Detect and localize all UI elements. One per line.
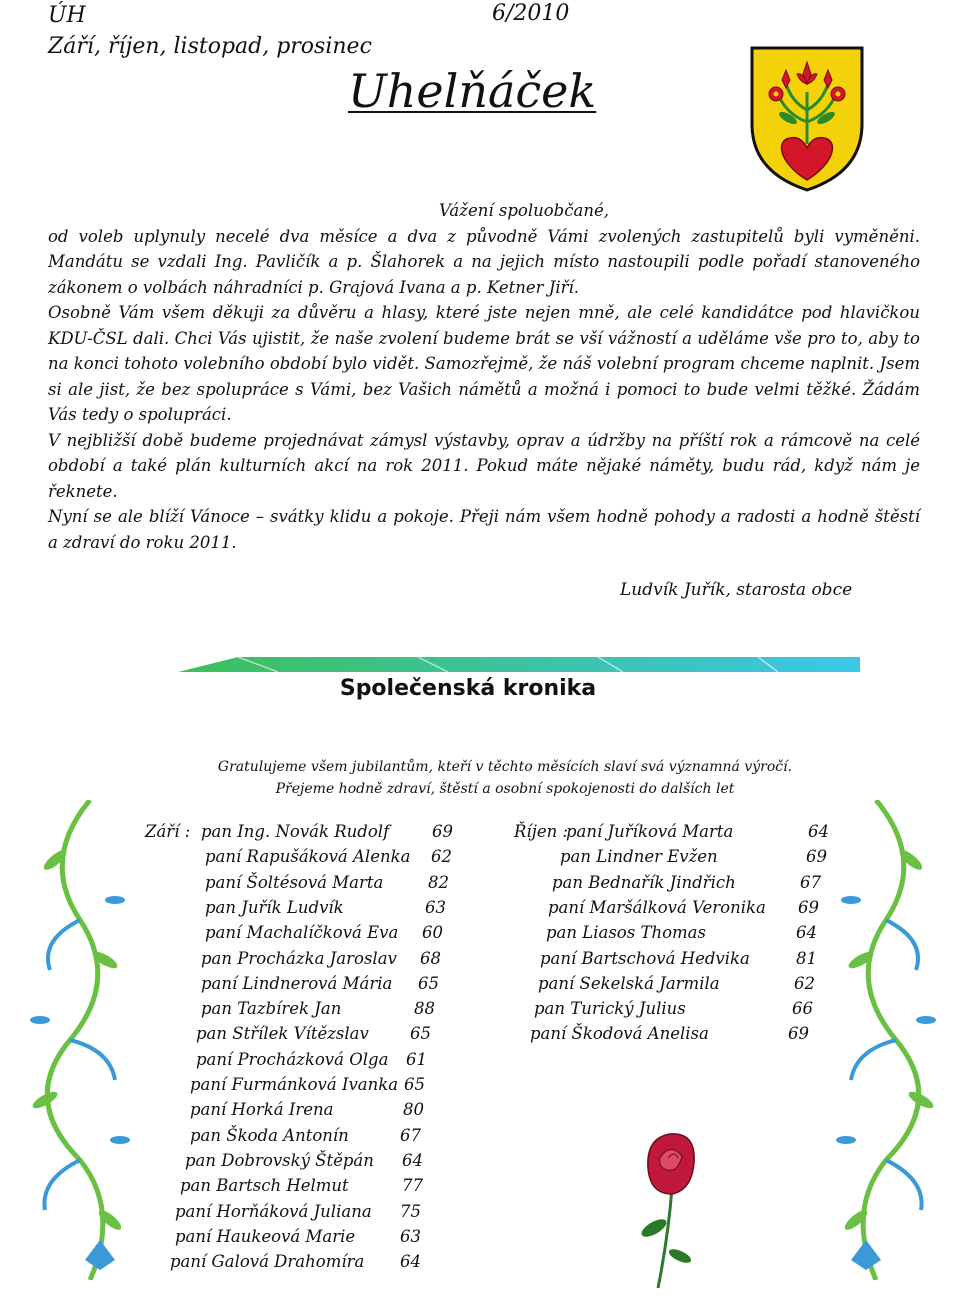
jubilant-age: 69 [788,1024,809,1044]
letter-paragraph: od voleb uplynuly necelé dva měsíce a dva z původně Vámi zvolených zastupitelů byli vyměněni. Mandátu se vzdali Ing. Pavličík a p. Šlahorek a na jejich místo nastoupili podle pořadí stanoveného zákonem o volbách náhradníci p. Grajová Ivana a p. Ketner Jiří. [48,226,920,297]
publisher-abbrev: ÚH [48,3,86,28]
jubilant-age: 69 [798,897,819,917]
jubilant-name: paní Galová Drahomíra [170,1252,365,1272]
jubilant-age: 65 [410,1024,431,1044]
jubilant-name: paní Procházková Olga [196,1049,389,1069]
jubilant-name: pan Dobrovský Štěpán [185,1150,374,1170]
kronika-heading: Společenská kronika [339,676,597,701]
floral-vine-left [20,800,140,1280]
jubilant-age: 60 [422,923,443,943]
jubilant-age: 64 [400,1252,421,1272]
jubilant-age: 62 [794,973,815,993]
jubilant-age: 65 [404,1075,425,1094]
jubilant-name: paní Šoltésová Marta [205,872,384,892]
october-label: Říjen : [514,822,569,841]
jubilant-name: paní Horňáková Juliana [175,1201,372,1221]
jubilant-age: 61 [406,1049,427,1069]
letter-paragraph: Nyní se ale blíží Vánoce – svátky klidu a pokoje. Přeji nám všem hodně pohody a radosti a hodně štěstí a zdraví do roku 2011. [48,507,920,552]
jubilant-age: 63 [400,1226,421,1246]
jubilant-age: 63 [425,897,446,917]
jubilant-name: pan Ing. Novák Rudolf [201,822,390,841]
jubilant-name: paní Sekelská Jarmila [538,973,720,993]
jubilant-age: 81 [796,948,817,968]
jubilant-name: pan Juřík Ludvík [205,897,344,917]
jubilant-name: pan Turický Julius [534,999,686,1019]
congratulations-line: Gratulujeme všem jubilantům, kteří v těchto měsících slaví svá významná výročí. [217,759,793,775]
jubilant-name: pan Procházka Jaroslav [201,948,397,968]
jubilant-name: pan Lindner Evžen [560,847,718,867]
jubilant-age: 75 [400,1201,421,1221]
masthead-left [48,0,372,62]
jubilant-name: paní Furmánková Ivanka [190,1075,399,1094]
rose-illustration [628,1128,708,1288]
issue-number: 6/2010 [492,1,570,26]
jubilant-name: paní Maršálková Veronika [548,897,766,917]
jubilant-name: paní Rapušáková Alenka [205,847,411,867]
jubilant-name: paní Škodová Anelisa [530,1024,709,1044]
jubilant-name: pan Tazbírek Jan [201,999,342,1019]
newsletter-title: Uhelňáček [348,64,597,118]
jubilant-age: 66 [792,999,813,1019]
letter-signature: Ludvík Juřík, starosta obce [620,580,853,600]
issue-months: Září, říjen, listopad, prosinec [48,34,372,59]
jubilant-name: pan Bartsch Helmut [180,1176,349,1196]
floral-vine-right [826,800,946,1280]
jubilant-name: paní Juříková Marta [566,822,734,841]
jubilant-age: 67 [400,1125,421,1145]
jubilant-name: paní Haukeová Marie [175,1226,356,1246]
jubilant-age: 64 [796,923,817,943]
jubilant-age: 69 [806,847,827,867]
jubilant-age: 65 [418,973,439,993]
jubilant-age: 77 [402,1176,423,1196]
jubilant-name: paní Lindnerová Mária [201,973,393,993]
jubilant-name: paní Bartschová Hedvika [540,948,750,968]
letter-greeting: Vážení spoluobčané, [439,201,609,220]
jubilant-age: 80 [403,1100,424,1120]
jubilant-name: pan Bednařík Jindřich [552,872,736,892]
september-label: Září : [145,822,191,841]
jubilant-age: 68 [420,948,441,968]
wishes-line: Přejeme hodně zdraví, štěstí a osobní spokojenosti do dalších let [275,781,735,797]
section-heading [0,676,960,701]
jubilant-name: paní Horká Irena [190,1100,334,1120]
jubilant-age: 64 [402,1150,423,1170]
letter-paragraph: V nejbližší době budeme projednávat zámysl výstavby, oprav a údržby na příští rok a rámcově na celé období a také plán kulturních akcí na rok 2011. Pokud máte nějaké náměty, budu rád, když nám je řeknete. [48,430,920,501]
jubilant-age: 64 [808,822,829,841]
jubilant-age: 62 [431,847,452,867]
jubilant-age: 82 [428,872,449,892]
mayor-letter [48,198,920,555]
jubilant-name: pan Střílek Vítězslav [196,1024,369,1044]
jubilant-name: pan Škoda Antonín [190,1125,349,1145]
coat-of-arms-logo [748,44,866,194]
letter-paragraph: Osobně Vám všem děkuji za důvěru a hlasy, které jste nejen mně, ale celé kandidátce pod hlavičkou KDU-ČSL dali. Chci Vás ujistit, že naše zvolení budeme brát se vší vážností a uděláme vše pro to, aby to na konci tohoto volebního období bylo vidět. Samozřejmě, že náš volební program chceme naplnit. Jsem si ale jist, že bez spolupráce s Vámi, bez Vašich námětů a možná i pomoci to bude velmi těžké. Žádám Vás tedy o spolupráci. [48,303,920,424]
section-banner [178,656,860,672]
jubilant-age: 88 [414,999,435,1019]
congratulations-text [200,756,810,800]
jubilant-age: 69 [432,822,453,841]
jubilant-name: paní Machalíčková Eva [205,923,399,943]
jubilant-age: 67 [800,872,821,892]
jubilant-name: pan Liasos Thomas [546,923,706,943]
